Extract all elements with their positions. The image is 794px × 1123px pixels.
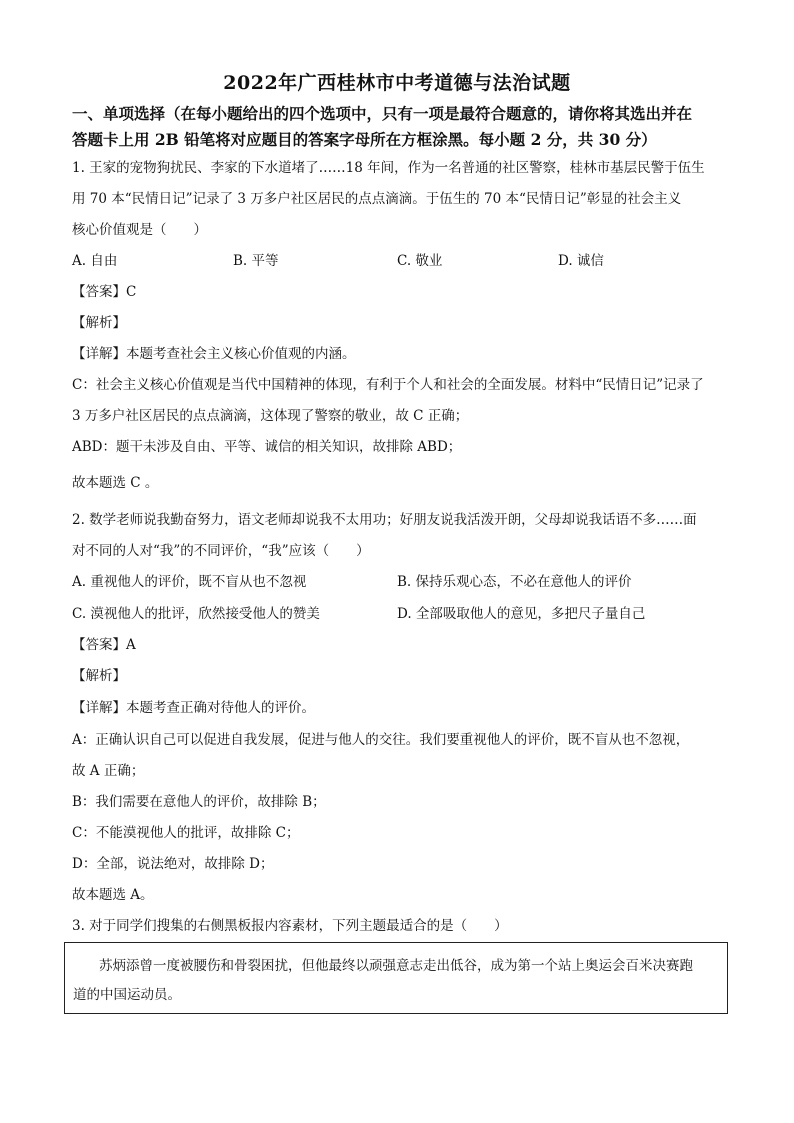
q2-answer: 【答案】A (72, 637, 136, 653)
q1-conclusion: 故本题选 C 。 (72, 475, 159, 491)
q2-detail: 【详解】本题考查正确对待他人的评价。 (72, 700, 315, 716)
q1-explain-line-2: 3 万多户社区居民的点点滴滴，这体现了警察的敬业，故 C 正确； (72, 408, 469, 424)
q2-explain-line-5: D：全部，说法绝对，故排除 D； (72, 856, 274, 872)
q2-explain-line-2: 故 A 正确； (72, 763, 145, 779)
q2-option-a: A. 重视他人的评价，既不盲从也不忽视 (72, 574, 307, 590)
page-title: 2022年广西桂林市中考道德与法治试题 (223, 72, 571, 94)
q3-stem: 3. 对于同学们搜集的右侧黑板报内容素材，下列主题最适合的是（ ） (72, 918, 508, 934)
q3-material-line-1: 苏炳添曾一度被腰伤和骨裂困扰，但他最终以顽强意志走出低谷，成为第一个站上奥运会百米决赛跑 (99, 958, 693, 974)
q2-stem-line-1: 2. 数学老师说我勤奋努力，语文老师却说我不太用功；好朋友说我活泼开朗，父母却说我话语不多……面 (72, 512, 697, 528)
q1-stem-line-3: 核心价值观是（ ） (72, 222, 207, 238)
section-heading-line-1: 一、单项选择（在每小题给出的四个选项中，只有一项是最符合题意的，请你将其选出并在 (72, 104, 693, 123)
q2-option-b: B. 保持乐观心态，不必在意他人的评价 (397, 574, 632, 590)
q3-material-line-2: 道的中国运动员。 (73, 987, 181, 1003)
q2-option-c: C. 漠视他人的批评，欣然接受他人的赞美 (72, 606, 320, 622)
q1-detail: 【详解】本题考查社会主义核心价值观的内涵。 (72, 346, 356, 362)
q2-conclusion: 故本题选 A。 (72, 887, 154, 903)
q1-stem-line-1: 1. 王家的宠物狗扰民、李家的下水道堵了……18 年间，作为一名普通的社区警察，桂林市基层民警于伍生 (72, 160, 705, 176)
q1-explain-line-3: ABD：题干未涉及自由、平等、诚信的相关知识，故排除 ABD； (72, 439, 462, 455)
q1-option-b: B. 平等 (233, 253, 279, 269)
q1-stem-line-2: 用 70 本“民情日记”记录了 3 万多户社区居民的点点滴滴。于伍生的 70 本“民情日记”彰显的社会主义 (72, 191, 682, 207)
q1-answer: 【答案】C (72, 284, 137, 300)
q2-explain-line-3: B：我们需要在意他人的评价，故排除 B； (72, 794, 326, 810)
q2-analysis-label: 【解析】 (72, 668, 126, 684)
q2-option-d: D. 全部吸取他人的意见，多把尺子量自己 (397, 606, 646, 622)
q2-explain-line-1: A：正确认识自己可以促进自我发展，促进与他人的交往。我们要重视他人的评价，既不盲从也不忽视， (72, 732, 690, 748)
q1-option-d: D. 诚信 (558, 253, 604, 269)
q2-explain-line-4: C：不能漠视他人的批评，故排除 C； (72, 825, 300, 841)
q1-option-a: A. 自由 (72, 253, 118, 269)
section-heading-line-2: 答题卡上用 2B 铅笔将对应题目的答案字母所在方框涂黑。每小题 2 分，共 30 分） (72, 130, 657, 149)
q1-option-c: C. 敬业 (397, 253, 443, 269)
q1-analysis-label: 【解析】 (72, 315, 126, 331)
q3-material-box (64, 942, 728, 1014)
q1-explain-line-1: C：社会主义核心价值观是当代中国精神的体现，有利于个人和社会的全面发展。材料中“民情日记”记录了 (72, 377, 704, 393)
q2-stem-line-2: 对不同的人对“我”的不同评价，“我”应该（ ） (72, 543, 370, 559)
